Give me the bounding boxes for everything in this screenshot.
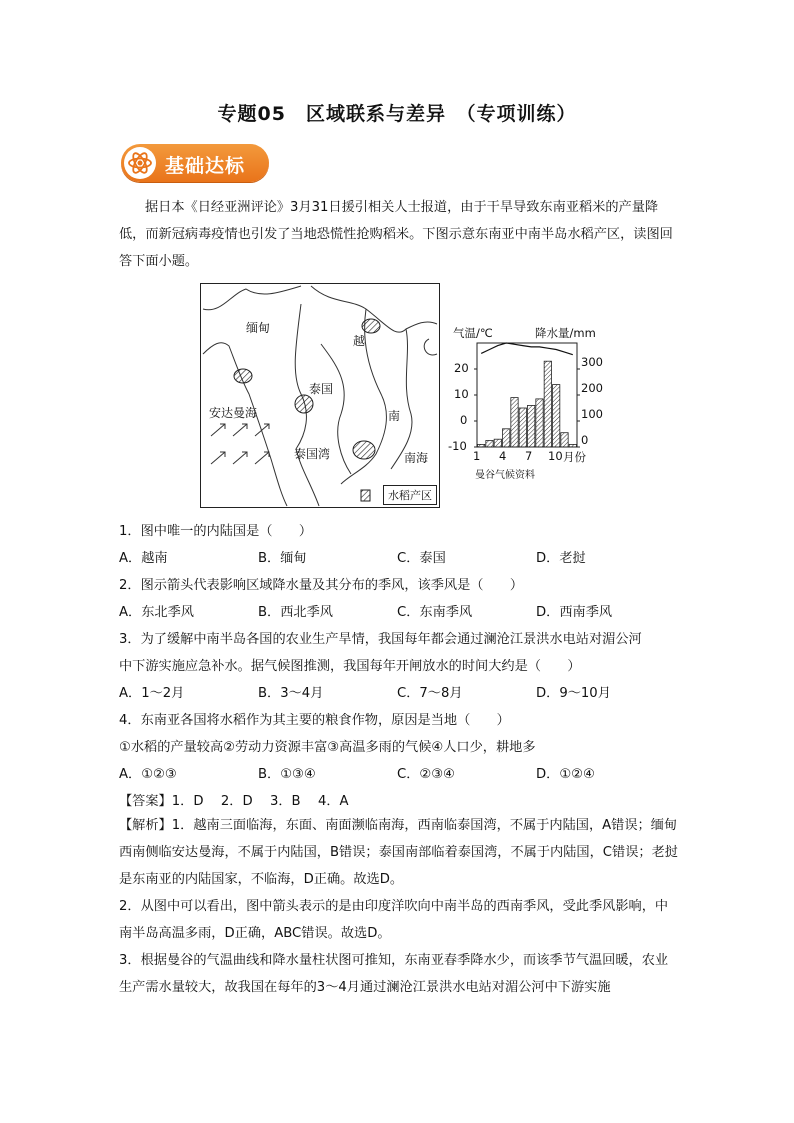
temp-tick-0: 0 (460, 413, 468, 427)
q3-option-c[interactable]: C．7～8月 (397, 686, 463, 701)
analysis-3: 3．根据曼谷的气温曲线和降水量柱状图可推知，东南亚春季降水少，而该季节气温回暖，农业生产需水量较大，故我国在每年的3～4月通过澜沧江景洪水电站对湄公河中下游实施 (119, 953, 669, 995)
label-south-china-sea: 南海 (404, 451, 429, 465)
temp-axis-label: 气温/℃ (453, 326, 493, 340)
precip-tick-300: 300 (581, 355, 603, 369)
precip-bar-10 (553, 385, 560, 447)
q4-option-a[interactable]: A．①②③ (119, 767, 177, 782)
precip-bar-7 (528, 405, 535, 447)
q3-option-d[interactable]: D．9～10月 (536, 686, 611, 701)
precip-bar-4 (503, 429, 510, 447)
label-south: 南 (388, 409, 401, 423)
q4-option-b[interactable]: B．①③④ (258, 767, 316, 782)
temp-tick-neg10: -10 (448, 439, 467, 453)
atom-icon (124, 147, 156, 179)
month-tick-7: 7 (525, 449, 533, 463)
climate-source: 曼谷气候资料 (475, 470, 535, 481)
q3-option-a[interactable]: A．1～2月 (119, 686, 185, 701)
indochina-map (200, 283, 440, 508)
q3-option-b[interactable]: B．3～4月 (258, 686, 324, 701)
label-gulf-of-thailand: 泰国湾 (294, 447, 331, 461)
analysis-1: 【解析】1．越南三面临海，东面、南面濒临南海，西南临泰国湾，不属于内陆国，A错误；缅甸西南侧临安达曼海，不属于内陆国，B错误；泰国南部临着泰国湾，不属于内陆国，C错误；老挝是东南亚的内陆国家，不临海，D正确。故选D。 (119, 818, 678, 887)
precip-tick-0: 0 (581, 433, 589, 447)
q2-option-a[interactable]: A．东北季风 (119, 605, 194, 620)
precip-bar-5 (511, 398, 518, 447)
q1-option-d[interactable]: D．老挝 (536, 551, 586, 566)
q3-stem-line1: 3．为了缓解中南半岛各国的农业生产旱情，我国每年都会通过澜沧江景洪水电站对湄公河 (119, 632, 642, 647)
badge-label: 基础达标 (165, 155, 246, 177)
precip-bar-6 (519, 408, 526, 447)
q4-stem: 4．东南亚各国将水稻作为其主要的粮食作物，原因是当地（ ） (119, 713, 510, 728)
q4-items: ①水稻的产量较高②劳动力资源丰富③高温多雨的气候④人口少，耕地多 (119, 740, 536, 755)
label-vietnam: 越 (353, 334, 366, 348)
month-axis-label: 月份 (563, 450, 586, 464)
q2-option-b[interactable]: B．西北季风 (258, 605, 333, 620)
label-myanmar: 缅甸 (246, 321, 271, 335)
temp-tick-10: 10 (454, 387, 469, 401)
page-title: 专题05 区域联系与差异 （专项训练） (217, 103, 577, 125)
month-tick-10: 10 (548, 449, 563, 463)
q2-option-d[interactable]: D．西南季风 (536, 605, 613, 620)
precip-bar-1 (478, 444, 485, 447)
analysis-2: 2．从图中可以看出，图中箭头表示的是由印度洋吹向中南半岛的西南季风，受此季风影响，中南半岛高温多雨，D正确，ABC错误。故选D。 (119, 899, 669, 941)
precip-bar-9 (544, 361, 551, 447)
q2-stem: 2．图示箭头代表影响区域降水量及其分布的季风，该季风是（ ） (119, 578, 524, 593)
temp-tick-20: 20 (454, 361, 469, 375)
precip-bar-3 (494, 439, 501, 447)
q4-option-d[interactable]: D．①②④ (536, 767, 595, 782)
label-thailand: 泰国 (309, 382, 334, 396)
q4-option-c[interactable]: C．②③④ (397, 767, 455, 782)
answer-line: 【答案】1．D 2．D 3．B 4．A (119, 794, 349, 809)
section-badge (121, 144, 269, 182)
legend-label: 水稻产区 (388, 489, 432, 502)
precip-bar-2 (486, 441, 493, 448)
precip-tick-100: 100 (581, 407, 603, 421)
month-tick-1: 1 (473, 449, 481, 463)
q1-option-c[interactable]: C．泰国 (397, 551, 446, 566)
q1-option-a[interactable]: A．越南 (119, 551, 168, 566)
climate-chart (449, 323, 609, 483)
label-andaman-sea: 安达曼海 (209, 406, 258, 420)
precip-bar-11 (561, 433, 568, 447)
intro-paragraph: 据日本《日经亚洲评论》3月31日援引相关人士报道，由于干旱导致东南亚稻米的产量降低，而新冠病毒疫情也引发了当地恐慌性抢购稻米。下图示意东南亚中南半岛水稻产区，读图回答下面小题。 (119, 200, 673, 269)
month-tick-4: 4 (499, 449, 507, 463)
precip-bar-8 (536, 399, 543, 447)
precip-bar-12 (569, 444, 576, 447)
q3-stem-line2: 中下游实施应急补水。据气候图推测，我国每年开闸放水的时间大约是（ ） (119, 659, 581, 674)
q1-stem: 1．图中唯一的内陆国是（ ） (119, 524, 313, 539)
temp-line (481, 343, 573, 355)
q2-option-c[interactable]: C．东南季风 (397, 605, 473, 620)
plot-frame (477, 343, 577, 447)
precip-tick-200: 200 (581, 381, 603, 395)
precip-axis-label: 降水量/mm (535, 326, 596, 340)
q1-option-b[interactable]: B．缅甸 (258, 551, 307, 566)
map-legend (383, 485, 437, 505)
